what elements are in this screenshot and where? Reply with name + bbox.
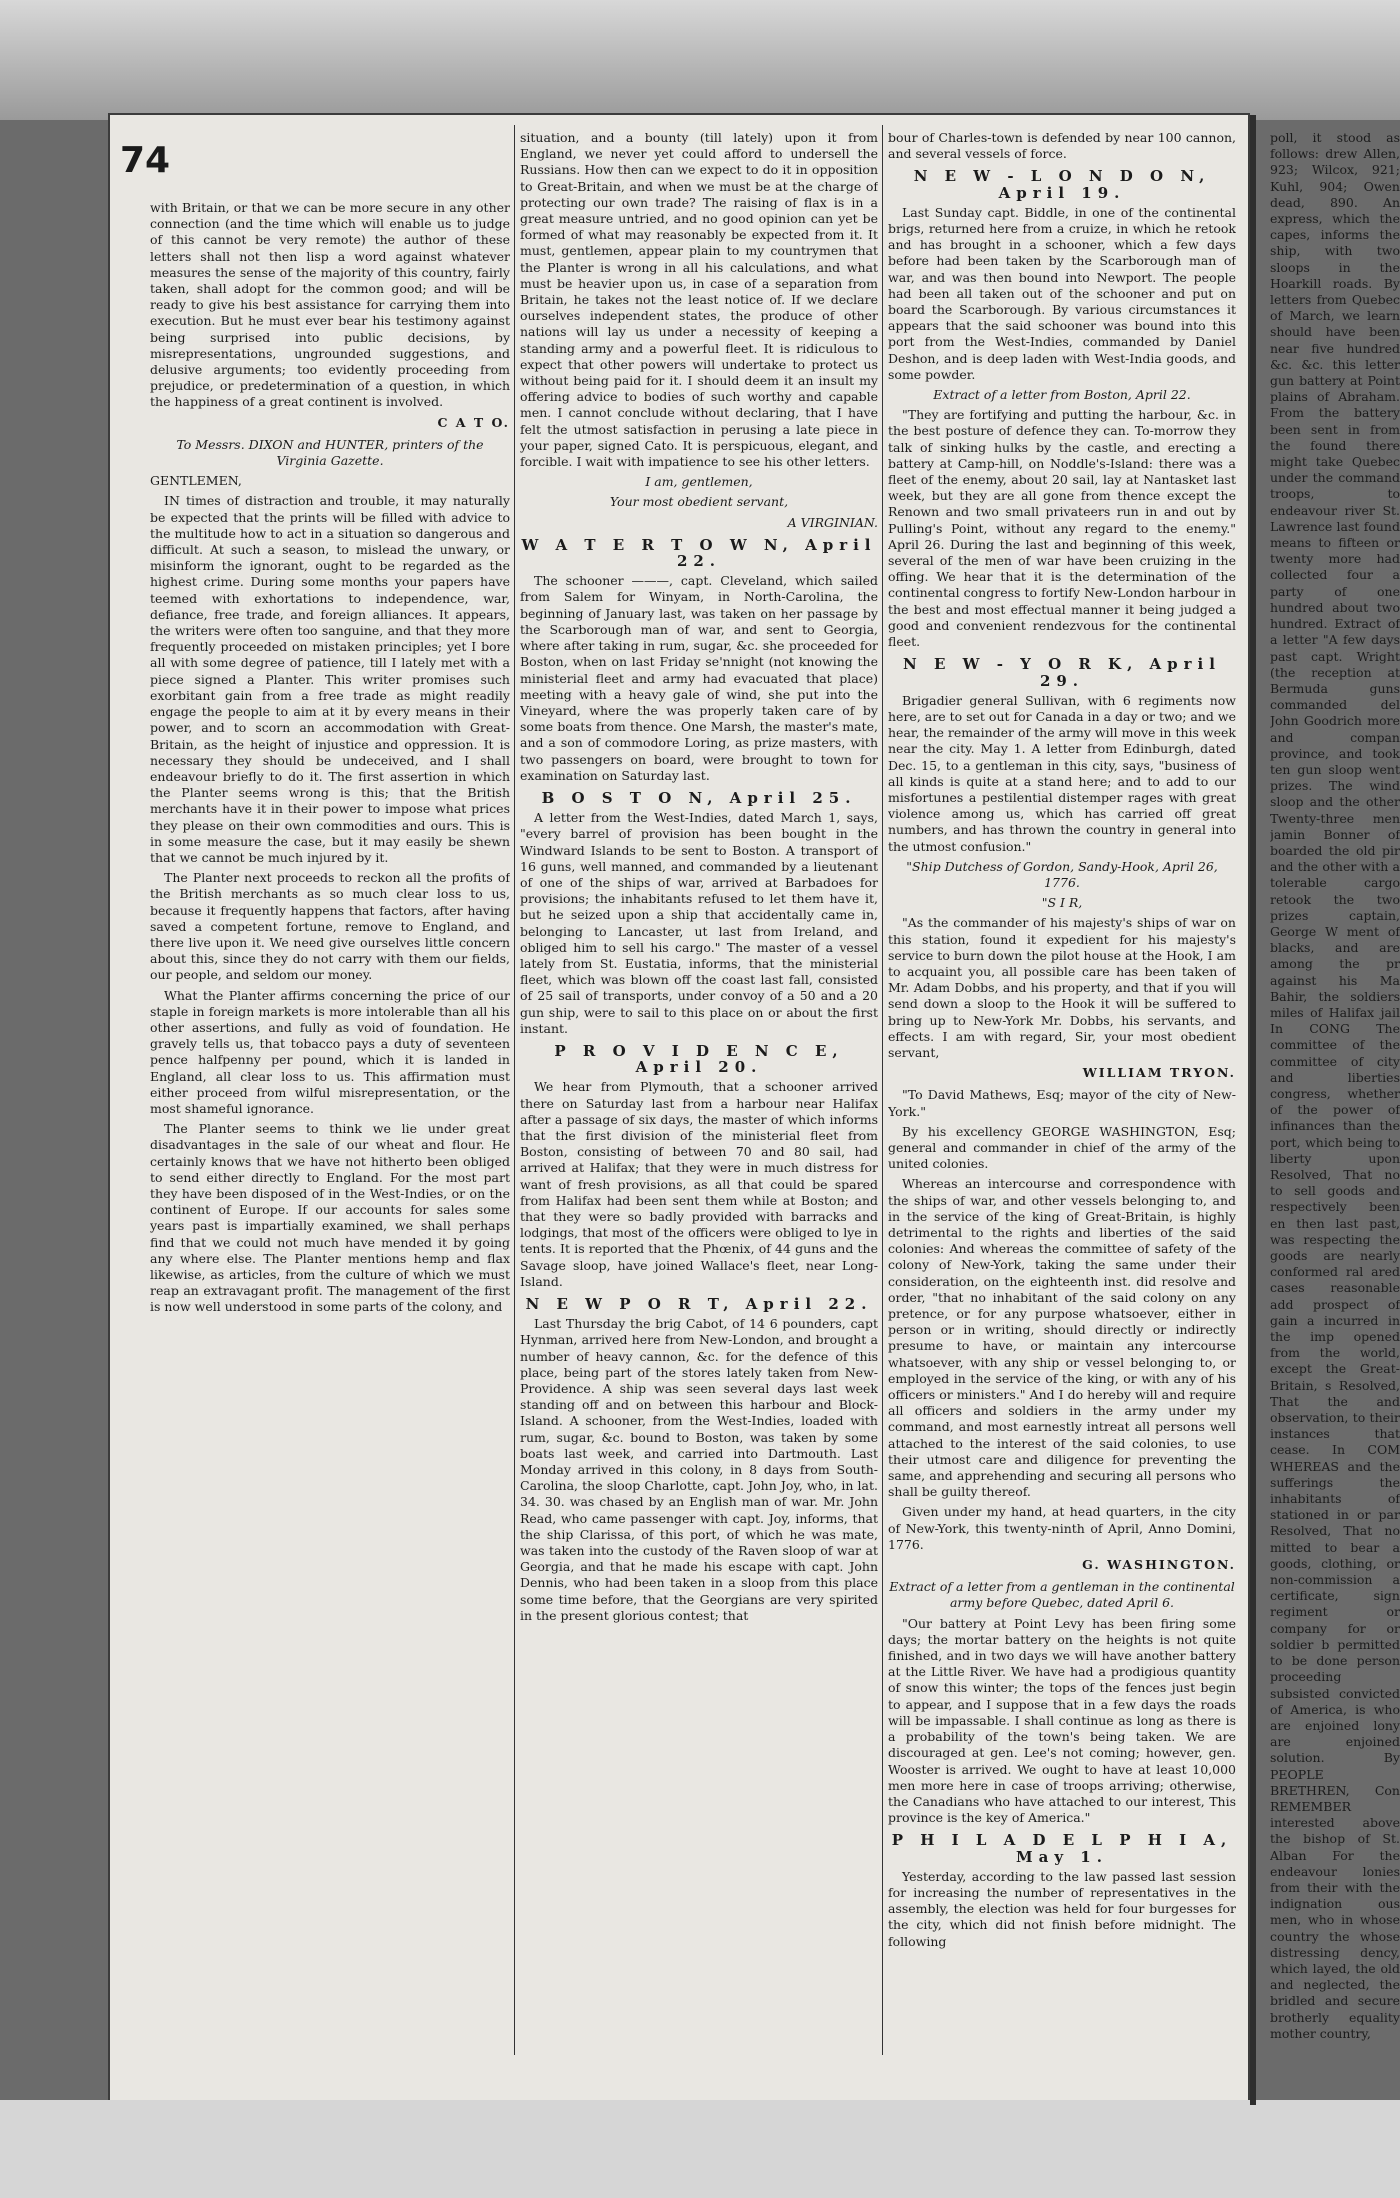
planter-para-3: What the Planter affirms concerning the price of our staple in foreign markets is more intolerable than all his other assertions, and fully as void of foundation. He gravely tells us, that tobacco pays a duty of seventeen pence halfpenny per pound, which it is landed in England, all clear loss to us. This affirmation must either proceed from wilful misrepresentation, or the most shameful ignorance. xyxy=(150,987,510,1116)
virginian-lead: situation, and a bounty (till lately) upon it from England, we never yet could afford to undersell the Russians. How then can we expect to do it in opposition to Great-Britain, and when we must be at the charge of protecting our own trade? The raising of flax is in a great measure untried, and no good opinion can yet be formed of what may reasonably be expected from it. It must, gentlemen, appear plain to my countrymen that the Planter is wrong in all his calculations, and what must be heavier upon us, in case of a separation from Britain, he takes not the least notice of. If we declare ourselves independent states, the produce of other nations will lay us under a necessity of keeping a standing army and a powerful fleet. It is ridiculous to expect that other powers will undertake to protect us without being paid for it. I should deem it an insult my offering advice to bodies of such worthy and capable men. I cannot conclude without declaring, that I have felt the utmost satisfaction in perusing a late piece in your paper, signed Cato. It is perspicuous, elegant, and forcible. I wait with impatience to see his other letters. xyxy=(520,130,878,470)
washington-proclamation: Whereas an intercourse and correspondence with the ships of war, and other vessels belonging to, and in the service of the king of Great-Britain, is highly detrimental to the rights and liberties of the said colonies: And whereas the committee of safety of the colony of New-York, taking the same under their consideration, on the eighteenth inst. did resolve and order, "that no inhabitant of the said colony on any pretence, or for any purpose whatsoever, either in person or in writing, should directly or indirectly presume to have, or maintain any intercourse whatsoever, with any ship or vessel belonging to, or employed in the service of the king, or with any of his officers or ministers." And I do hereby will and require all officers and soldiers in the army under my command, and most earnestly intreat all persons well attached to the interest of the said colonies, to use their utmost care and diligence for preventing the same, and apprehending and securing all persons who shall be guilty thereof. xyxy=(888,1176,1236,1500)
letter-address: To Messrs. DIXON and HUNTER, printers of the Virginia Gazette. xyxy=(176,436,484,469)
letter-salutation: GENTLEMEN, xyxy=(150,473,242,489)
dateline-watertown: W A T E R T O W N, April 22. xyxy=(521,535,877,571)
adjacent-page-text: poll, it stood as follows: drew Allen, 923; Wilcox, 921; Kuhl, 904; Owen dead, 890. An express, which the capes, informs the ship, with two sloops in the Hoarkill roads. By letters from Quebec of March, we learn should have been near five hundred &c. &c. this letter gun battery at Point plains of Abraham. From the battery been sent in from the found there might take Quebec under the command troops, to endeavour river St. Lawrence last found means to fifteen or twenty more had collected four a party of one hundred about two hundred. Extract of a letter "A few days past capt. Wright (the reception at Bermuda guns commanded del John Goodrich more and compan province, and took ten gun sloop went prizes. The wind sloop and the other Twenty-three men jamin Bonner of boarded the old pir and the other with a tolerable cargo retook the two prizes captain, George W ment of blacks, and are among the pr against his Ma Bahir, the soldiers miles of Halifax jail In CONG The committee of the committee of city and liberties congress, whether of the power of infinances than the port, which being to liberty upon Resolved, That no to sell goods and respectively been en then last past, was respecting the goods are nearly conformed ral ared cases reasonable add prospect of gain a incurred in the imp opened from the world, except the Great-Britain, s Resolved, That the and observation, to their instances that cease. In COM WHEREAS and the sufferings the inhabitants of stationed in or par Resolved, That no mitted to bear a goods, clothing, or non-commission a certificate, sign regiment or company for or soldier b permitted to be done person proceeding subsisted convicted of America, is who are enjoined lony are enjoined solution. By PEOPLE BRETHREN, Con REMEMBER interested above the bishop of St. Alban For the endeavour lonies from their with the indignation ous men, who in whose country the whose distressing dency, which layed, the old and neglected, the bridled and secure brotherly equality mother country, xyxy=(1270,130,1400,2041)
page-number: 74 xyxy=(120,140,171,181)
scan-top-margin xyxy=(0,0,1400,120)
boston-text: A letter from the West-Indies, dated March 1, says, "every barrel of provision has been bought in the Windward Islands to be sent to Boston. A transport of 16 guns, well manned, and commanded by a lieutenant of one of the ships of war, arrived at Barbadoes for provisions; the inhabitants refused to let them have it, but he seized upon a ship that accidentally came in, belonging to Lancaster, ut last from Ireland, and obliged him to sell his cargo." The master of a vessel lately from St. Eustatia, informs, that the ministerial fleet, which was blown off the coast last fall, consisted of 25 sail of transports, under convoy of a 50 and a 20 gun ship, were to sail to this place on or about the first instant. xyxy=(520,810,878,1036)
tryon-letter-text: "As the commander of his majesty's ships of war on this station, found it expedient for his majesty's service to burn down the pilot house at the Hook, I am to acquaint you, all possible care has been taken of Mr. Adam Dobbs, and his property, and that if you will send down a sloop to the Hook it will be suffered to bring up to New-York Mr. Dobbs, his servants, and effects. I am with regard, Sir, your most obedient servant, xyxy=(888,915,1236,1060)
given-under-hand: Given under my hand, at head quarters, in the city of New-York, this twenty-ninth of April, Anno Domini, 1776. xyxy=(888,1504,1236,1552)
to-mathews: "To David Mathews, Esq; mayor of the city of New-York." xyxy=(888,1087,1236,1119)
tryon-signature: WILLIAM TRYON. xyxy=(1082,1065,1236,1081)
column-1 xyxy=(150,200,510,2120)
cato-signature: C A T O. xyxy=(437,414,510,430)
column-rule-1 xyxy=(514,125,515,2055)
planter-para-4: The Planter seems to think we lie under great disadvantages in the sale of our wheat and flour. He certainly knows that we have not hitherto been obliged to send either directly to England. For the most part they have been disposed of in the West-Indies, or on the continent of Europe. If our accounts for sales some years past is impartially examined, we shall perhaps find that we could not much have mended it by going any where else. The Planter mentions hemp and flax likewise, as articles, from the culture of which we must reap an extravagant profit. The management of the first is now well understood in some parts of the colony, and xyxy=(150,1121,510,1315)
philadelphia-text: Yesterday, according to the law passed last session for increasing the number of representatives in the assembly, the election was held for four burgesses for the city, which did not finish before midnight. The following xyxy=(888,1868,1236,1949)
dateline-newlondon: N E W - L O N D O N, April 19. xyxy=(913,167,1211,202)
cato-lead: with Britain, or that we can be more secure in any other connection (and the time which will enable us to judge of this cannot be very remote) the author of these letters shall not then lisp a word against whatever measures the sense of the majority of this country, fairly taken, shall adopt for the common good; and will be ready to give his best assistance for carrying them into execution. But he must ever bear his testimony against being surprised into public decisions, by misrepresentations, ungrounded suggestions, and delusive arguments; too evidently proceeding from prejudice, or predetermination of a question, in which the happiness of a great continent is involved. xyxy=(150,200,510,410)
column-rule-2 xyxy=(882,125,883,2055)
dutchess-heading: "Ship Dutchess of Gordon, Sandy-Hook, April 26, 1776. xyxy=(906,858,1218,890)
planter-para-1: IN times of distraction and trouble, it may naturally be expected that the prints will be filled with advice to the multitude how to act in a situation so dangerous and difficult. At such a season, to mislead the unwary, or misinform the ignorant, ought to be regarded as the highest crime. During some months your papers have teemed with exhortations to independence, war, defiance, free trade, and foreign alliances. It appears, the writers were often too sanguine, and that they more frequently proceeded on mistaken principles; yet I bore all with some degree of patience, till I lately met with a piece signed a Planter. This writer promises such exorbitant gain from a free trade as might readily engage the people to aim at it by every means in their power, and to scorn an accommodation with Great-Britain, as the height of injustice and oppression. It is necessary they should be undeceived, and I shall endeavour briefly to do it. The first assertion in which the Planter seems wrong is this; that the British merchants have it in their power to impose what prices they please on their own commodities and ours. This is in some measure the case, but it may easily be shewn that we cannot be much injured by it. xyxy=(150,493,510,865)
newport-text: Last Thursday the brig Cabot, of 14 6 pounders, capt Hynman, arrived here from New-London, and brought a number of heavy cannon, &c. for the defence of this place, being part of the stores lately taken from New-Providence. A ship was seen several days last week standing off and on between this harbour and Block-Island. A schooner, from the West-Indies, loaded with rum, sugar, &c. bound to Boston, was taken by some boats last week, and carried into Dartmouth. Last Monday arrived in this colony, in 8 days from South-Carolina, the sloop Charlotte, capt. John Joy, who, in lat. 34. 30. was chased by an English man of war. Mr. John Read, who came passenger with capt. Joy, informs, that the ship Clarissa, of this port, of which he was mate, was taken into the custody of the Raven sloop of war at Georgia, and that he made his escape with capt. John Dennis, who had been taken in a sloop from this place some time before, that the Georgians are very spirited in the present glorious contest; that xyxy=(520,1316,878,1623)
washington-signature: G. WASHINGTON. xyxy=(1082,1557,1236,1573)
quebec-text: "Our battery at Point Levy has been firing some days; the mortar battery on the heights is not quite finished, and in two days we will have another battery at the Little River. We have had a prodigious quantity of snow this winter; the tops of the fences just begin to appear, and I suppose that in a few days the roads will be impassable. I shall continue as long as there is a probability of the town's being taken. We are discouraged at gen. Lee's not coming; however, gen. Wooster is arrived. We ought to have at least 10,000 men more here in case of troops arriving; otherwise, the Canadians who have attached to our interest, This province is the key of America." xyxy=(888,1615,1236,1826)
column-2 xyxy=(520,130,878,2050)
extract-boston-heading: Extract of a letter from Boston, April 22. xyxy=(933,387,1191,403)
dateline-newyork: N E W - Y O R K, April 29. xyxy=(903,655,1221,690)
extract-boston-text: "They are fortifying and putting the harbour, &c. in the best posture of defence they can. To-morrow they talk of sinking hulks by the castle, and erecting a battery at Camp-hill, on Noddle's-Island: there was a fleet of the enemy, about 20 sail, lay at Nantasket last week, but they are all gone from thence except the Renown and two small privateers run in and out by Pulling's Point, without any regard to the enemy." April 26. During the last and beginning of this week, several of the men of war have been cruizing in the offing. We hear that it is the determination of the continental congress to fortify New-London harbour in the best and most effectual manner it being judged a good and convenient rendezvous for the continental fleet. xyxy=(888,407,1236,650)
charlestown-lead: bour of Charles-town is defended by near 100 cannon, and several vessels of force. xyxy=(888,130,1236,162)
virginian-closing-2: Your most obedient servant, xyxy=(609,494,789,510)
dateline-philadelphia: P H I L A D E L P H I A, May 1. xyxy=(891,1831,1233,1866)
column-4-cropped xyxy=(1270,130,1400,2050)
providence-text: We hear from Plymouth, that a schooner arrived there on Saturday last from a harbour near Halifax after a passage of six days, the master of which informs that the first division of the ministerial fleet from Boston, consisting of between 70 and 80 sail, had arrived at Halifax; that they were in much distress for want of fresh provisions, as all that could be spared from Halifax had been sent them while at Boston; and that they were so badly provided with barracks and lodgings, that most of the officers were obliged to lye in tents. It is reported that the Phœnix, of 44 guns and the Savage sloop, have joined Wallace's fleet, near Long-Island. xyxy=(520,1079,878,1289)
by-washington: By his excellency GEORGE WASHINGTON, Esq; general and commander in chief of the army of the united colonies. xyxy=(888,1123,1236,1172)
newlondon-text: Last Sunday capt. Biddle, in one of the continental brigs, returned here from a cruize, in which he retook and has brought in a schooner, which a few days before had been taken by the Scarborough man of war, and was then bound into Newport. The people had been all taken out of the schooner and put on board the Scarborough. By various circumstances it appears that the said schooner was bound into this port from the West-Indies, commanded by Daniel Deshon, and is deep laden with West-India goods, and some powder. xyxy=(888,204,1236,382)
virginian-signature: A VIRGINIAN. xyxy=(787,514,878,530)
extract-quebec-heading: Extract of a letter from a gentleman in the continental army before Quebec, dated April 6. xyxy=(889,1579,1235,1611)
dateline-newport: N E W P O R T, April 22. xyxy=(525,1295,873,1314)
watertown-text: The schooner ———, capt. Cleveland, which sailed from Salem for Winyam, in North-Carolina, the beginning of January last, was taken on her passage by the Scarborough man of war, and sent to Georgia, where after taking in rum, sugar, &c. she proceeded for Boston, when on last Friday se'nnight (not knowing the ministerial fleet and army had evacuated that place) meeting with a heavy gale of wind, she put into the Vineyard, where the was properly taken care of by some boats from thence. One Marsh, the master's mate, and a son of commodore Loring, as prize masters, with two passengers on board, were brought to town for examination on Saturday last. xyxy=(520,573,878,783)
virginian-closing: I am, gentlemen, xyxy=(645,474,753,490)
newyork-text: Brigadier general Sullivan, with 6 regiments now here, are to set out for Canada in a day or two; and we hear, the remainder of the army will move in this week near the city. May 1. A letter from Edinburgh, dated Dec. 15, to a gentleman in this city, says, "business of all kinds is quite at a stand here; and to add to our misfortunes a pestilential distemper rages with great violence among us, which has carried off great numbers, and has thrown the country in general into the utmost confusion." xyxy=(888,692,1236,854)
sir-salutation: "S I R, xyxy=(1041,895,1083,911)
dateline-providence: P R O V I D E N C E, April 20. xyxy=(554,1041,844,1077)
planter-para-2: The Planter next proceeds to reckon all the profits of the British merchants as so much clear loss to us, because it frequently happens that factors, after having saved a competent fortune, remove to England, and there live upon it. We need give ourselves little concern about this, since they do not carry with them our fields, our people, and seldom our money. xyxy=(150,870,510,983)
column-3 xyxy=(888,130,1236,2050)
page-gutter xyxy=(1250,115,1256,2105)
dateline-boston: B O S T O N, April 25. xyxy=(541,788,857,807)
